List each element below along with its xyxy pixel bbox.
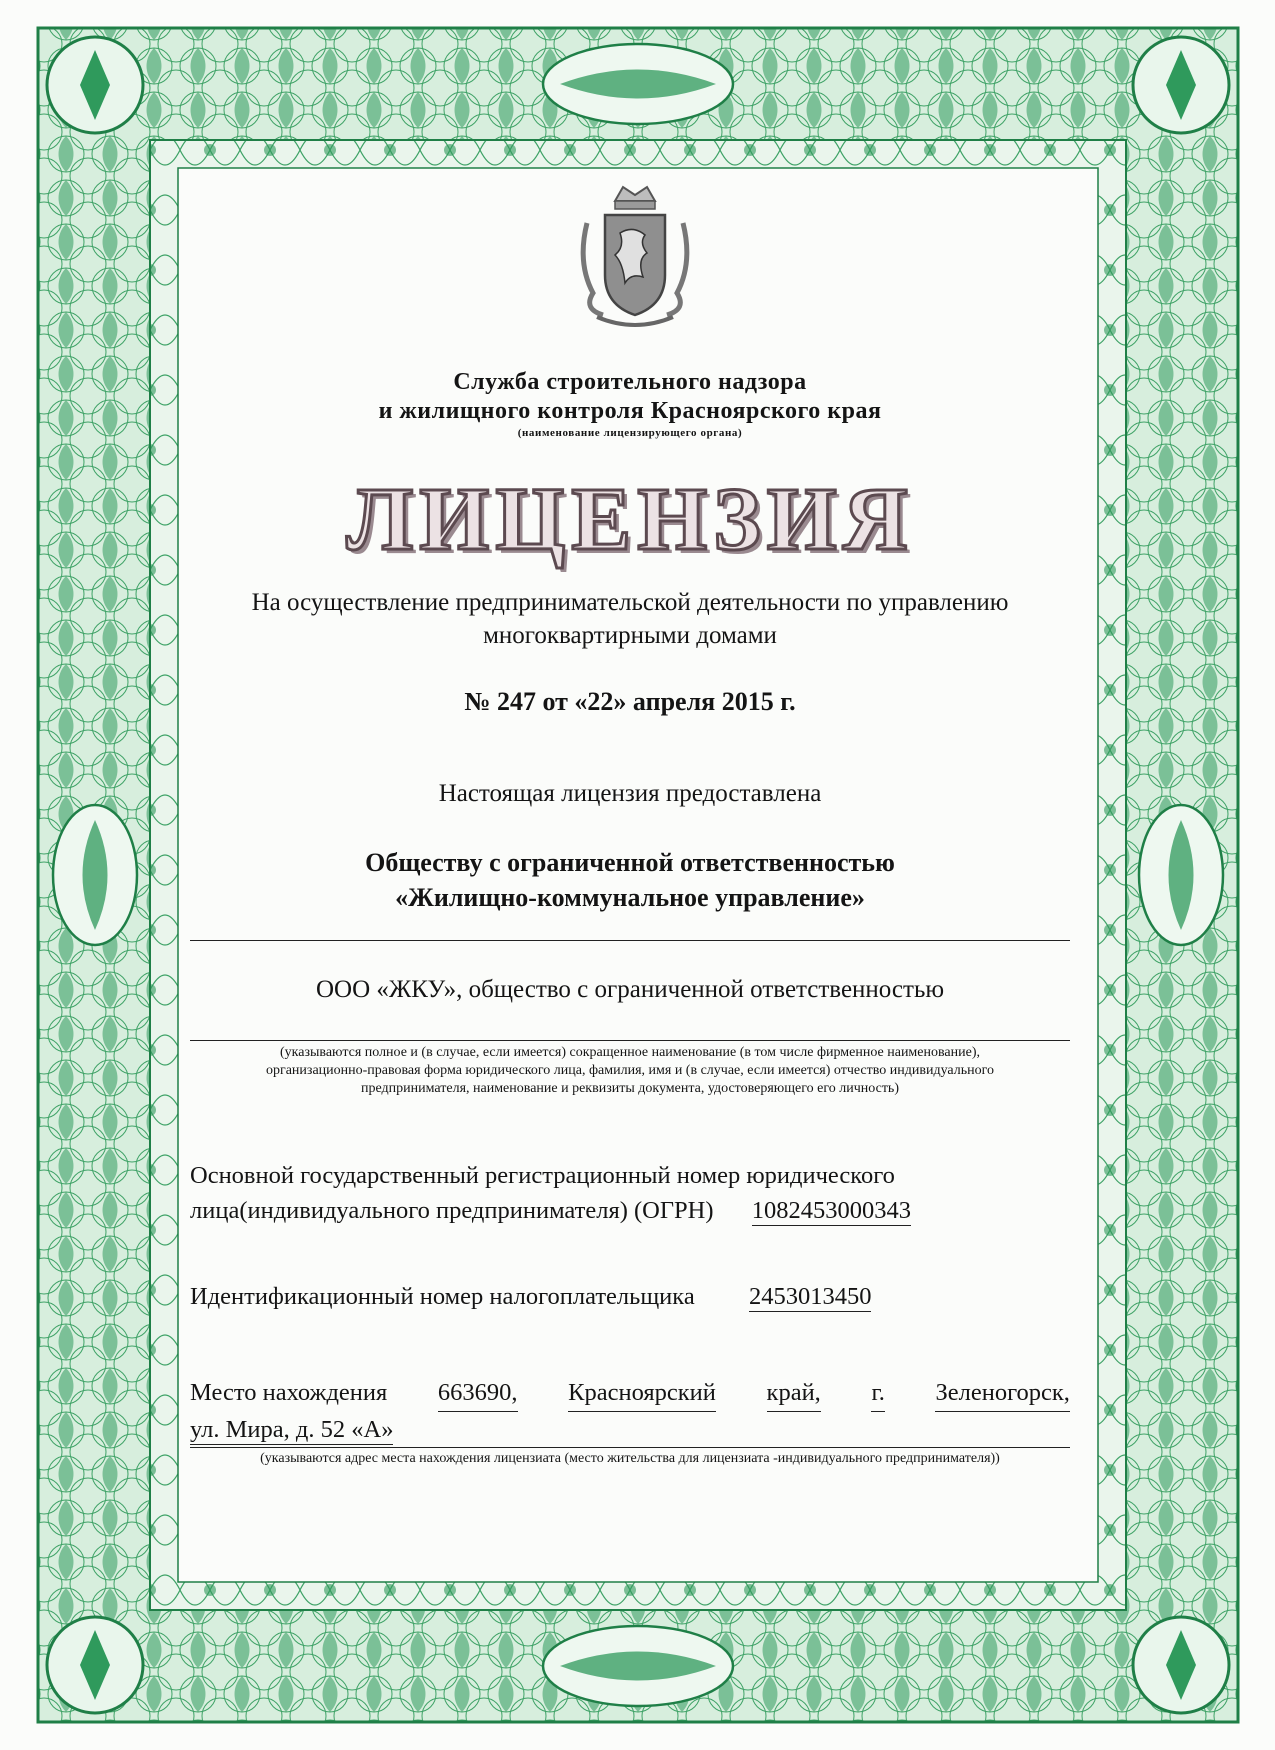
organization-full-name xyxy=(190,845,1070,915)
name-note-line-2: организационно-правовая форма юридического лица, фамилия, имя и (в случае, если имеется) отчество индивидуального xyxy=(265,1063,995,1078)
ogrn-line-1: Основной государственный регистрационный номер юридического xyxy=(190,1162,895,1189)
license-content xyxy=(190,0,1070,1750)
ogrn-line-2 xyxy=(190,1193,1070,1228)
address-field-caption: (указываются адрес места нахождения лицензиата (место жительства для лицензиата -индивидуального предпринимателя)) xyxy=(260,1451,1000,1466)
org-line-1: Обществу с ограниченной ответственностью xyxy=(365,848,895,877)
granted-text: Настоящая лицензия предоставлена xyxy=(438,780,822,807)
address-line-1 xyxy=(190,1375,1070,1412)
address-line-2 xyxy=(190,1412,1070,1447)
inn-label: Идентификационный номер налогоплательщика xyxy=(190,1283,695,1310)
divider-line xyxy=(190,1447,1070,1448)
org-line-2: «Жилищно-коммунальное управление» xyxy=(395,883,865,912)
document-title: ЛИЦЕНЗИЯ xyxy=(346,470,914,569)
coat-of-arms-emblem xyxy=(575,183,695,331)
address-word: Красноярский xyxy=(568,1375,716,1412)
activity-description xyxy=(190,586,1070,652)
address-word: край, xyxy=(767,1375,821,1412)
address-word: 663690, xyxy=(438,1375,518,1412)
name-note-line-1: (указываются полное и (в случае, если имеется) сокращенное наименование (в том числе фирменное наименование), xyxy=(280,1045,980,1060)
name-field-caption xyxy=(190,1044,1070,1098)
inn-block xyxy=(190,1283,1070,1311)
ogrn-value: 1082453000343 xyxy=(751,1197,912,1224)
name-note-line-3: предпринимателя, наименование и реквизиты документа, удостоверяющего его личность) xyxy=(361,1081,899,1096)
address-block xyxy=(190,1375,1070,1447)
issuer-line-1: Служба строительного надзора xyxy=(453,369,807,395)
address-label: Место нахождения xyxy=(190,1379,388,1406)
divider-line xyxy=(190,1040,1070,1041)
address-street: ул. Мира, д. 52 «А» xyxy=(190,1416,394,1443)
activity-line-2: многоквартирными домами xyxy=(483,622,777,649)
issuer-name xyxy=(190,368,1070,440)
ogrn-block xyxy=(190,1158,1070,1228)
divider-line xyxy=(190,940,1070,941)
license-number: № 247 от «22» апреля 2015 г. xyxy=(464,687,796,716)
organization-short-name: ООО «ЖКУ», общество с ограниченной ответственностью xyxy=(315,976,945,1003)
activity-line-1: На осуществление предпринимательской деятельности по управлению xyxy=(251,589,1009,616)
address-word: Зеленогорск, xyxy=(935,1375,1069,1412)
issuer-line-2: и жилищного контроля Красноярского края xyxy=(378,398,882,424)
inn-value: 2453013450 xyxy=(748,1283,872,1310)
issuer-caption: (наименование лицензирующего органа) xyxy=(517,427,743,439)
address-word: г. xyxy=(871,1375,884,1412)
show-through-text xyxy=(280,190,285,213)
ogrn-label: лица(индивидуального предпринимателя) (ОГРН) xyxy=(190,1197,714,1224)
